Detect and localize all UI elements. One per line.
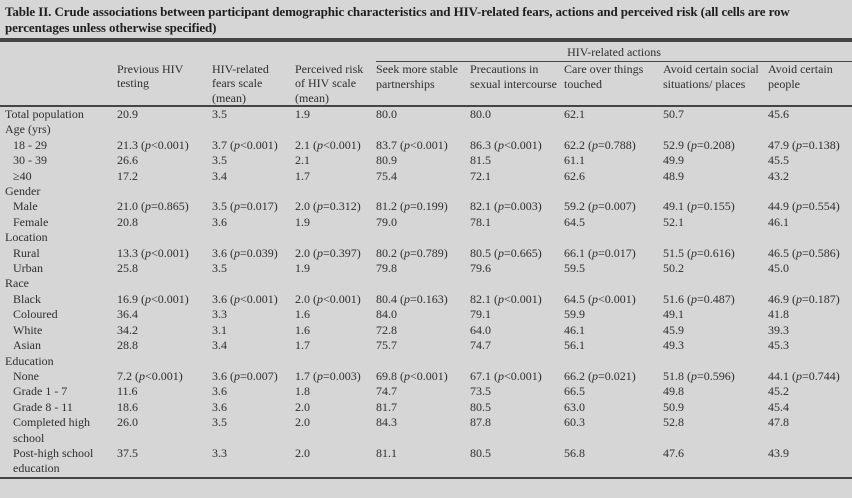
cell-value: 61.1 <box>564 153 585 168</box>
table-row <box>0 106 852 122</box>
table-row <box>0 153 852 168</box>
row-label: Location <box>5 230 48 245</box>
row-label: Post-high school education <box>13 445 94 476</box>
cell-value: 17.2 <box>117 168 138 183</box>
table-caption: Table II. Crude associations between participant demographic characteristics and HIV-related fears, actions and perceived risk (all cells are row percentages unless otherwise specified) <box>5 4 790 35</box>
cell-value: 81.2 (p=0.199) <box>376 199 448 214</box>
cell-value: 3.5 <box>212 153 227 168</box>
cell-value: 44.9 (p=0.554) <box>768 199 840 214</box>
cell-value: 64.5 <box>564 214 585 229</box>
cell-value: 49.1 (p=0.155) <box>663 199 735 214</box>
cell-value: 45.0 <box>768 261 789 276</box>
cell-value: 51.8 (p=0.596) <box>663 368 735 383</box>
cell-value: 46.1 <box>564 322 585 337</box>
table-row <box>0 415 852 446</box>
cell-value: 13.3 (p<0.001) <box>117 245 189 260</box>
cell-value: 56.8 <box>564 445 585 460</box>
cell-value: 74.7 <box>470 338 491 353</box>
cell-value: 3.5 <box>212 261 227 276</box>
cell-value: 26.0 <box>117 415 138 430</box>
column-header-4: Precautions in sexual intercourse <box>470 62 564 107</box>
cell-value: 18.6 <box>117 399 138 414</box>
cell-value: 80.2 (p=0.789) <box>376 245 448 260</box>
cell-value: 3.3 <box>212 445 227 460</box>
cell-value: 11.6 <box>117 384 138 399</box>
row-label: Black <box>13 291 41 306</box>
cell-value: 2.0 <box>295 399 310 414</box>
row-label: Age (yrs) <box>5 122 51 137</box>
spanner-spacer <box>0 42 376 62</box>
cell-value: 80.4 (p=0.163) <box>376 291 448 306</box>
row-label: None <box>13 368 39 383</box>
cell-value: 81.5 <box>470 153 491 168</box>
cell-value: 84.0 <box>376 307 397 322</box>
cell-value: 87.8 <box>470 415 491 430</box>
cell-value: 80.0 <box>470 107 491 121</box>
cell-value: 75.4 <box>376 168 397 183</box>
cell-value: 63.0 <box>564 399 585 414</box>
cell-value: 60.3 <box>564 415 585 430</box>
cell-value: 25.8 <box>117 261 138 276</box>
row-label: Coloured <box>13 307 58 322</box>
cell-value: 45.9 <box>663 322 684 337</box>
cell-value: 45.5 <box>768 153 789 168</box>
cell-value: 80.9 <box>376 153 397 168</box>
cell-value: 2.0 (p<0.001) <box>295 291 361 306</box>
table-row <box>0 384 852 399</box>
cell-value: 78.1 <box>470 214 491 229</box>
cell-value: 67.1 (p<0.001) <box>470 368 542 383</box>
cell-value: 2.1 <box>295 153 310 168</box>
row-label: Education <box>5 353 54 368</box>
cell-value: 3.6 <box>212 399 227 414</box>
cell-value: 1.9 <box>295 261 310 276</box>
cell-value: 50.7 <box>663 107 684 121</box>
cell-value: 80.5 <box>470 399 491 414</box>
cell-value: 1.6 <box>295 307 310 322</box>
associations-table <box>0 42 852 479</box>
cell-value: 84.3 <box>376 415 397 430</box>
cell-value: 3.6 (p=0.007) <box>212 368 278 383</box>
cell-value: 73.5 <box>470 384 491 399</box>
table-row <box>0 400 852 415</box>
cell-value: 3.6 <box>212 384 227 399</box>
cell-value: 46.1 <box>768 214 789 229</box>
cell-value: 2.1 (p<0.001) <box>295 137 361 152</box>
table-row <box>0 215 852 230</box>
cell-value: 56.1 <box>564 338 585 353</box>
cell-value: 72.1 <box>470 168 491 183</box>
column-header-2: Perceived risk of HIV scale (mean) <box>295 62 376 107</box>
cell-value: 2.0 (p=0.312) <box>295 199 361 214</box>
section-row <box>0 184 852 199</box>
cell-value: 2.0 (p=0.397) <box>295 245 361 260</box>
cell-value: 47.6 <box>663 445 684 460</box>
cell-value: 74.7 <box>376 384 397 399</box>
cell-value: 3.4 <box>212 338 227 353</box>
cell-value: 46.5 (p=0.586) <box>768 245 840 260</box>
cell-value: 81.7 <box>376 399 397 414</box>
cell-value: 80.5 (p=0.665) <box>470 245 542 260</box>
cell-value: 1.6 <box>295 322 310 337</box>
column-header-0: Previous HIV testing <box>117 62 212 107</box>
table-row <box>0 323 852 338</box>
cell-value: 3.7 (p<0.001) <box>212 137 278 152</box>
cell-value: 28.8 <box>117 338 138 353</box>
cell-value: 3.4 <box>212 168 227 183</box>
cell-value: 47.9 (p=0.138) <box>768 137 840 152</box>
row-label: Female <box>13 214 49 229</box>
cell-value: 3.6 (p<0.001) <box>212 291 278 306</box>
cell-value: 79.1 <box>470 307 491 322</box>
row-label: 30 - 39 <box>13 153 47 168</box>
column-header-5: Care over things touched <box>564 62 663 107</box>
cell-value: 72.8 <box>376 322 397 337</box>
cell-value: 44.1 (p=0.744) <box>768 368 840 383</box>
row-label: Grade 1 - 7 <box>13 384 68 399</box>
cell-value: 62.6 <box>564 168 585 183</box>
cell-value: 64.0 <box>470 322 491 337</box>
cell-value: 20.9 <box>117 107 138 121</box>
table-row <box>0 138 852 153</box>
table-row <box>0 261 852 276</box>
cell-value: 51.6 (p=0.487) <box>663 291 735 306</box>
cell-value: 45.4 <box>768 399 789 414</box>
cell-value: 80.5 <box>470 445 491 460</box>
cell-value: 46.9 (p=0.187) <box>768 291 840 306</box>
cell-value: 3.5 <box>212 415 227 430</box>
cell-value: 20.8 <box>117 214 138 229</box>
cell-value: 49.1 <box>663 307 684 322</box>
cell-value: 62.2 (p=0.788) <box>564 137 636 152</box>
cell-value: 26.6 <box>117 153 138 168</box>
row-label: Rural <box>13 245 40 260</box>
column-header-6: Avoid certain social situations/ places <box>663 62 768 107</box>
cell-value: 37.5 <box>117 445 138 460</box>
table-row <box>0 292 852 307</box>
table-row <box>0 338 852 353</box>
cell-value: 45.3 <box>768 338 789 353</box>
table-row <box>0 169 852 184</box>
cell-value: 64.5 (p<0.001) <box>564 291 636 306</box>
cell-value: 2.0 <box>295 415 310 430</box>
cell-value: 80.0 <box>376 107 397 121</box>
table-row <box>0 369 852 384</box>
cell-value: 45.2 <box>768 384 789 399</box>
cell-value: 1.7 <box>295 338 310 353</box>
row-label: Urban <box>13 261 43 276</box>
cell-value: 45.6 <box>768 107 789 121</box>
cell-value: 2.0 <box>295 445 310 460</box>
cell-value: 52.1 <box>663 214 684 229</box>
table-row <box>0 246 852 261</box>
cell-value: 41.8 <box>768 307 789 322</box>
cell-value: 69.8 (p<0.001) <box>376 368 448 383</box>
cell-value: 83.7 (p<0.001) <box>376 137 448 152</box>
cell-value: 39.3 <box>768 322 789 337</box>
section-row <box>0 276 852 291</box>
section-row <box>0 122 852 137</box>
section-row <box>0 354 852 369</box>
row-label: Asian <box>13 338 41 353</box>
cell-value: 59.5 <box>564 261 585 276</box>
cell-value: 7.2 (p<0.001) <box>117 368 183 383</box>
cell-value: 3.5 <box>212 107 227 121</box>
row-label: Race <box>5 276 29 291</box>
cell-value: 52.9 (p=0.208) <box>663 137 735 152</box>
cell-value: 21.0 (p=0.865) <box>117 199 189 214</box>
cell-value: 59.9 <box>564 307 585 322</box>
cell-value: 21.3 (p<0.001) <box>117 137 189 152</box>
cell-value: 49.3 <box>663 338 684 353</box>
cell-value: 86.3 (p<0.001) <box>470 137 542 152</box>
row-label: 18 - 29 <box>13 137 47 152</box>
cell-value: 3.6 (p=0.039) <box>212 245 278 260</box>
table-row <box>0 199 852 214</box>
cell-value: 3.6 <box>212 214 227 229</box>
cell-value: 81.1 <box>376 445 397 460</box>
cell-value: 62.1 <box>564 107 585 121</box>
row-label: Male <box>13 199 38 214</box>
cell-value: 1.8 <box>295 384 310 399</box>
row-label: Total population <box>5 107 84 121</box>
cell-value: 34.2 <box>117 322 138 337</box>
cell-value: 82.1 (p=0.003) <box>470 199 542 214</box>
row-label: White <box>13 322 43 337</box>
cell-value: 75.7 <box>376 338 397 353</box>
column-header-7: Avoid certain people <box>768 62 852 107</box>
cell-value: 50.9 <box>663 399 684 414</box>
cell-value: 43.9 <box>768 445 789 460</box>
cell-value: 66.1 (p=0.017) <box>564 245 636 260</box>
table-row <box>0 446 852 478</box>
cell-value: 43.2 <box>768 168 789 183</box>
table-row <box>0 307 852 322</box>
row-label: ≥40 <box>13 168 32 183</box>
cell-value: 1.9 <box>295 214 310 229</box>
cell-value: 48.9 <box>663 168 684 183</box>
cell-value: 36.4 <box>117 307 138 322</box>
cell-value: 1.9 <box>295 107 310 121</box>
cell-value: 79.8 <box>376 261 397 276</box>
spanner-hiv-related-actions: HIV-related actions <box>376 42 852 62</box>
cell-value: 3.5 (p=0.017) <box>212 199 278 214</box>
column-header-3: Seek more stable partnerships <box>376 62 470 107</box>
section-row <box>0 230 852 245</box>
spanner-row <box>0 42 852 62</box>
corner-cell <box>0 62 117 107</box>
row-label: Gender <box>5 184 41 199</box>
cell-value: 82.1 (p<0.001) <box>470 291 542 306</box>
row-label: Completed high school <box>13 415 90 445</box>
cell-value: 51.5 (p=0.616) <box>663 245 735 260</box>
column-header-row <box>0 62 852 107</box>
cell-value: 1.7 <box>295 168 310 183</box>
cell-value: 3.3 <box>212 307 227 322</box>
cell-value: 66.5 <box>564 384 585 399</box>
row-label: Grade 8 - 11 <box>13 399 73 414</box>
cell-value: 50.2 <box>663 261 684 276</box>
cell-value: 16.9 (p<0.001) <box>117 291 189 306</box>
cell-value: 49.9 <box>663 153 684 168</box>
cell-value: 47.8 <box>768 415 789 430</box>
cell-value: 1.7 (p=0.003) <box>295 368 361 383</box>
cell-value: 79.0 <box>376 214 397 229</box>
cell-value: 66.2 (p=0.021) <box>564 368 636 383</box>
cell-value: 49.8 <box>663 384 684 399</box>
column-header-1: HIV-related fears scale (mean) <box>212 62 295 107</box>
cell-value: 59.2 (p=0.007) <box>564 199 636 214</box>
cell-value: 52.8 <box>663 415 684 430</box>
cell-value: 3.1 <box>212 322 227 337</box>
cell-value: 79.6 <box>470 261 491 276</box>
